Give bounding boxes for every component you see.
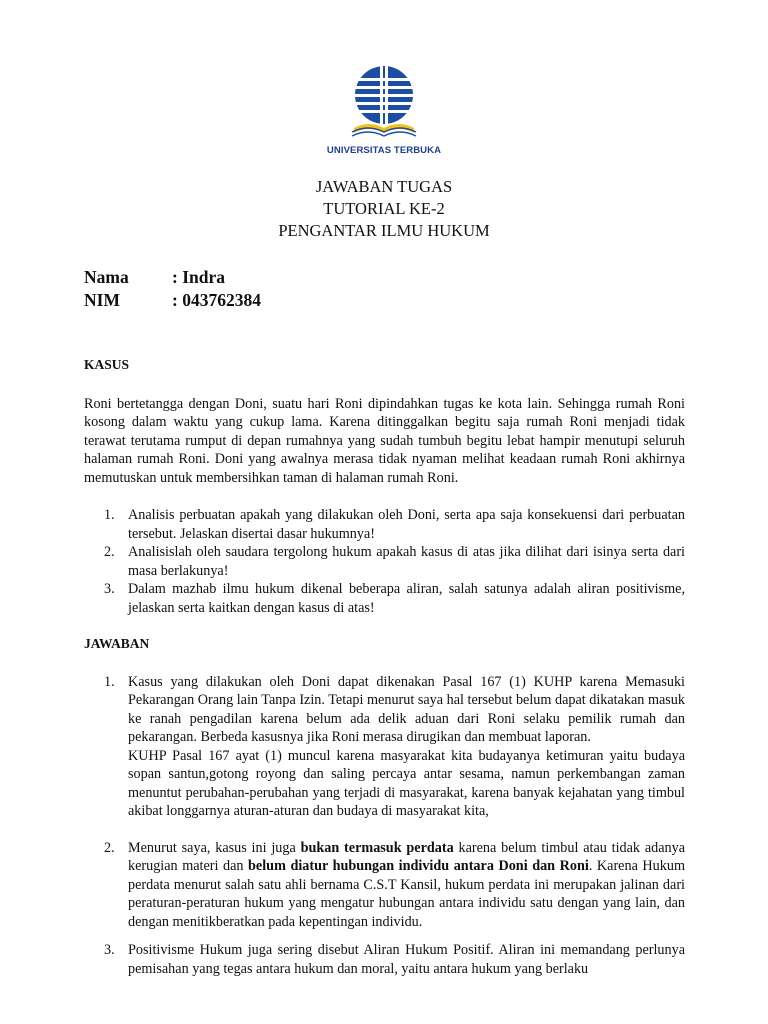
answer-1-paragraph-2: KUHP Pasal 167 ayat (1) muncul karena masyarakat kita budayanya ketimuran yaitu budaya sopan santun,gotong royong dan saling percaya antar sesama, namun perkembangan zaman menuntut perubahan-perubahan yang terjadi di masyarakat, karena banyak kejahatan yang timbul akibat longgarnya aturan-aturan dan budaya di masyarakat kita, (128, 747, 685, 819)
nim-value: : 043762384 (172, 290, 261, 310)
nim-row (84, 289, 261, 312)
answer-item-3 (84, 941, 685, 978)
answer-2-paragraph: Menurut saya, kasus ini juga bukan termasuk perdata karena belum timbul atau tidak adanya kerugian materi dan belum diatur hubungan individu antara Doni dan Roni. Karena Hukum perdata menurut salah satu ahli bernama C.S.T Kansil, hukum perdata ini merupakan jalinan dari peraturan-peraturan hukum yang mengatur hubungan antara individu satu dengan yang lain, dan dengan menitikberatkan pada kepentingan individu. (128, 839, 686, 930)
question-text: Dalam mazhab ilmu hukum dikenal beberapa aliran, salah satunya adalah aliran positivisme, jelaskan serta kaitkan dengan kasus di atas! (128, 581, 685, 616)
question-item (84, 580, 685, 617)
answer-list (84, 673, 685, 979)
question-item (84, 506, 685, 543)
question-list (84, 506, 685, 617)
question-item (84, 543, 685, 580)
answer-3-paragraph: Positivisme Hukum juga sering disebut Aliran Hukum Positif. Aliran ini memandang perlunya pemisahan yang tegas antara hukum dan moral, yaitu antara hukum yang berlaku (128, 942, 685, 977)
answer-number: 2. (104, 839, 115, 856)
question-text: Analisislah oleh saudara tergolong hukum apakah kasus di atas jika dilihat dari isinya serta dari masa berlakunya! (128, 544, 685, 579)
answer-item-2 (84, 839, 685, 932)
question-number: 3. (104, 581, 115, 597)
question-text: Analisis perbuatan apakah yang dilakukan oleh Doni, serta apa saja konsekuensi dari perbuatan tersebut. Jelaskan disertai dasar hukumnya! (128, 507, 685, 542)
nim-label: NIM (84, 290, 120, 310)
emphasis-text: bukan termasuk perdata (300, 839, 454, 856)
emphasis-text: belum diatur hubungan individu antara Doni dan Roni (248, 858, 589, 874)
question-number: 2. (104, 544, 115, 560)
kasus-text: Roni bertetangga dengan Doni, suatu hari Roni dipindahkan tugas ke kota lain. Sehingga rumah Roni kosong dalam waktu yang cukup lama. Karena ditinggalkan begitu saja rumah Roni menjadi tidak terawat terutama rumput di depan rumahnya yang sudah tumbuh begitu lebat hampir menutupi seluruh halaman rumah Roni. Doni yang awalnya merasa tidak nyaman melihat keadaan rumah Roni akhirnya memutuskan untuk membersihkan taman di halaman rumah Roni. (84, 395, 685, 486)
answer-1-paragraph-1: Kasus yang dilakukan oleh Doni dapat dikenakan Pasal 167 (1) KUHP karena Memasuki Pekarangan Orang lain Tanpa Izin. Tetapi menurut saya hal tersebut belum dapat dikatakan masuk ke ranah pengadilan karena belum ada delik aduan dari Roni selaku pemilik rumah dan pekarangan. Berbeda kasusnya jika Roni merasa dirugikan dan membuat laporan. (128, 673, 685, 745)
ut-emblem-icon (334, 62, 434, 142)
logo-wordmark: UNIVERSITAS TERBUKA (326, 145, 442, 156)
title-line-3: PENGANTAR ILMU HUKUM (278, 221, 490, 240)
title-line-2: TUTORIAL KE-2 (323, 199, 445, 218)
kasus-heading: KASUS (84, 357, 130, 372)
answer-number: 3. (104, 942, 115, 958)
name-value: : Indra (172, 267, 225, 287)
document-title (0, 176, 768, 242)
name-row (84, 266, 261, 289)
university-logo (322, 62, 446, 162)
name-label: Nama (84, 267, 129, 287)
jawaban-heading: JAWABAN (84, 636, 150, 651)
answer-number: 1. (104, 673, 115, 690)
student-identity (84, 266, 261, 312)
question-number: 1. (104, 507, 115, 523)
title-line-1: JAWABAN TUGAS (315, 177, 453, 196)
document-body (84, 356, 685, 978)
answer-item-1 (84, 673, 685, 821)
